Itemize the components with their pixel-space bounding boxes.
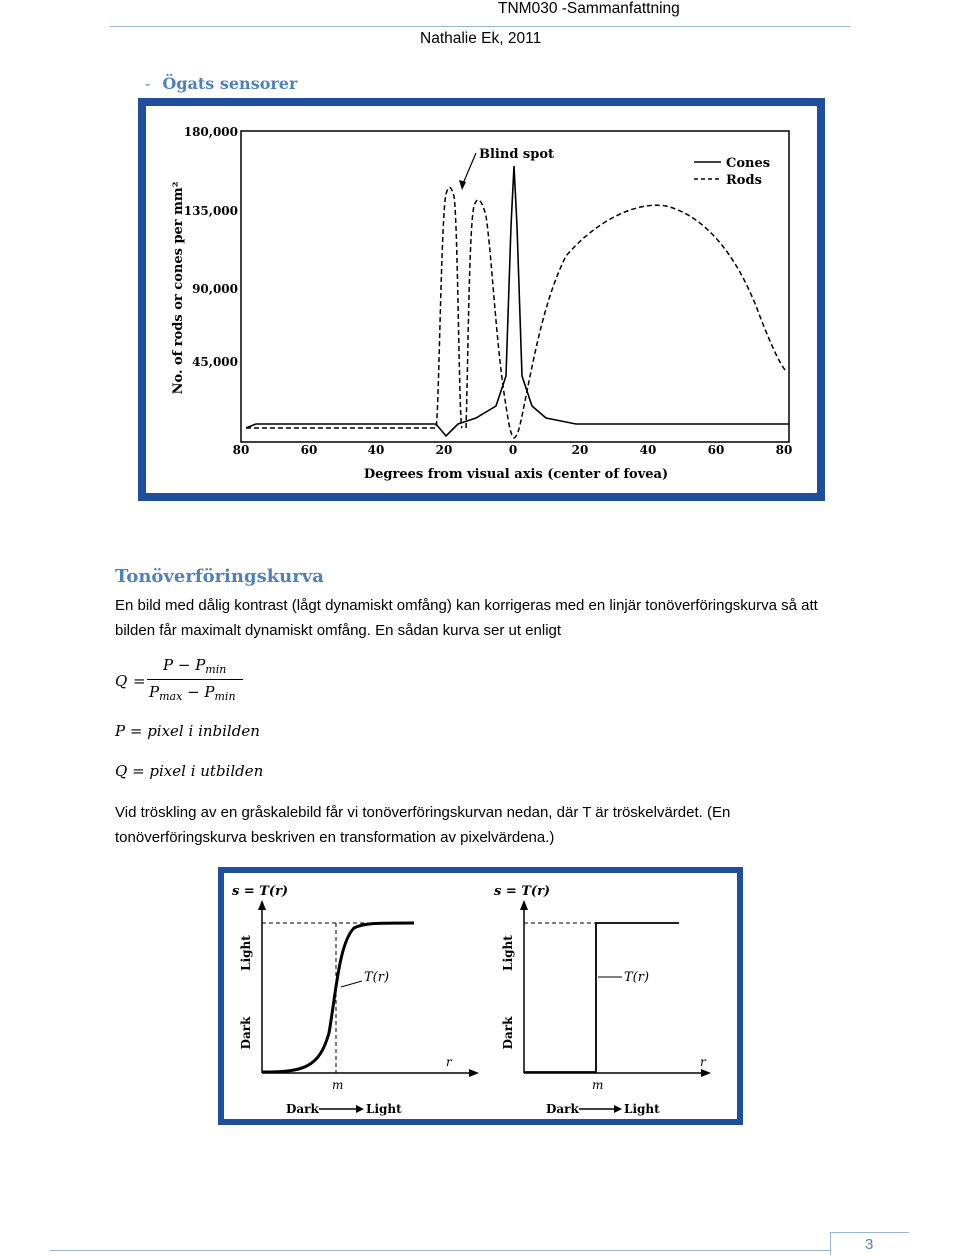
right-xlabel-light: Light bbox=[624, 1102, 660, 1116]
bullet-heading bbox=[145, 74, 297, 93]
x-tick-label: 20 bbox=[435, 443, 453, 457]
x-tick-label: 80 bbox=[775, 443, 793, 457]
author-line: Nathalie Ek, 2011 bbox=[420, 30, 542, 47]
left-r-label: r bbox=[446, 1055, 452, 1069]
legend-cones-label: Cones bbox=[726, 156, 771, 171]
bullet-heading-text: Ögats sensorer bbox=[162, 74, 298, 93]
fraction-bar bbox=[147, 679, 243, 680]
section-title: Tonöverföringskurva bbox=[115, 566, 324, 587]
right-title: s = T(r) bbox=[494, 884, 551, 899]
rods-curve bbox=[246, 187, 786, 438]
x-tick-label: 60 bbox=[300, 443, 318, 457]
tone-curve-figure-canvas bbox=[224, 873, 737, 1119]
x-tick-label: 20 bbox=[571, 443, 589, 457]
x-tick-label: 60 bbox=[707, 443, 725, 457]
blind-spot-arrow bbox=[462, 153, 476, 186]
left-ylabel-light: Light bbox=[239, 935, 253, 971]
rods-cones-figure-canvas bbox=[146, 106, 817, 493]
cones-curve bbox=[246, 166, 789, 436]
definition-q: Q = pixel i utbilden bbox=[115, 762, 264, 780]
right-ylabel-light: Light bbox=[501, 935, 515, 971]
formula-numerator: $P - P_{min}$ bbox=[163, 656, 227, 676]
x-tick-label: 0 bbox=[508, 443, 518, 457]
page-header bbox=[110, 0, 850, 27]
formula-denominator: $P_{max} - P_{min}$ bbox=[149, 683, 236, 703]
y-tick-label: 180,000 bbox=[183, 125, 238, 139]
left-title: s = T(r) bbox=[232, 884, 289, 899]
document-title: TNM030 -Sammanfattning bbox=[498, 0, 680, 17]
bullet-dash: - bbox=[145, 74, 151, 93]
right-r-label: r bbox=[700, 1055, 706, 1069]
left-xlabel-light: Light bbox=[366, 1102, 402, 1116]
x-tick-label: 40 bbox=[367, 443, 385, 457]
rods-cones-chart bbox=[146, 106, 817, 493]
formula-q: Q bbox=[115, 672, 128, 690]
right-xlabel-dark: Dark bbox=[546, 1102, 579, 1116]
y-axis-label: No. of rods or cones per mm² bbox=[171, 181, 186, 395]
left-curve-label: T(r) bbox=[364, 970, 390, 985]
definition-p: P = pixel i inbilden bbox=[115, 722, 260, 740]
left-m-label: m bbox=[332, 1078, 344, 1092]
paragraph-intro: En bild med dålig kontrast (lågt dynamiskt omfång) kan korrigeras med en linjär tonöverföringskurva så att bilden får maximalt dynamiskt omfång. En sådan kurva ser ut enligt bbox=[115, 597, 818, 639]
right-curve-label: T(r) bbox=[624, 970, 650, 985]
x-tick-label: 80 bbox=[232, 443, 250, 457]
y-tick-label: 45,000 bbox=[192, 355, 238, 369]
right-m-label: m bbox=[592, 1078, 604, 1092]
left-xlabel-dark: Dark bbox=[286, 1102, 319, 1116]
footer-line bbox=[50, 1250, 830, 1251]
left-ylabel-dark: Dark bbox=[239, 1016, 253, 1050]
rods-cones-figure bbox=[138, 98, 825, 501]
y-tick-label: 90,000 bbox=[192, 282, 238, 296]
paragraph-threshold: Vid tröskling av en gråskalebild får vi tonöverföringskurvan nedan, där T är tröskelvärdet. (En tonöverföringskurva beskriven en transformation av pixelvärdena.) bbox=[115, 804, 731, 846]
formula-equals: = bbox=[133, 672, 146, 690]
tone-curve-figure bbox=[218, 867, 743, 1125]
legend-rods-label: Rods bbox=[726, 173, 762, 188]
page-number: 3 bbox=[865, 1236, 874, 1253]
tone-curve-diagrams bbox=[224, 873, 737, 1119]
x-axis-label: Degrees from visual axis (center of fovea) bbox=[363, 467, 669, 482]
blind-spot-arrowhead bbox=[459, 180, 466, 190]
x-tick-label: 40 bbox=[639, 443, 657, 457]
y-tick-label: 135,000 bbox=[183, 204, 238, 218]
right-ylabel-dark: Dark bbox=[501, 1016, 515, 1050]
blind-spot-label: Blind spot bbox=[479, 147, 555, 162]
